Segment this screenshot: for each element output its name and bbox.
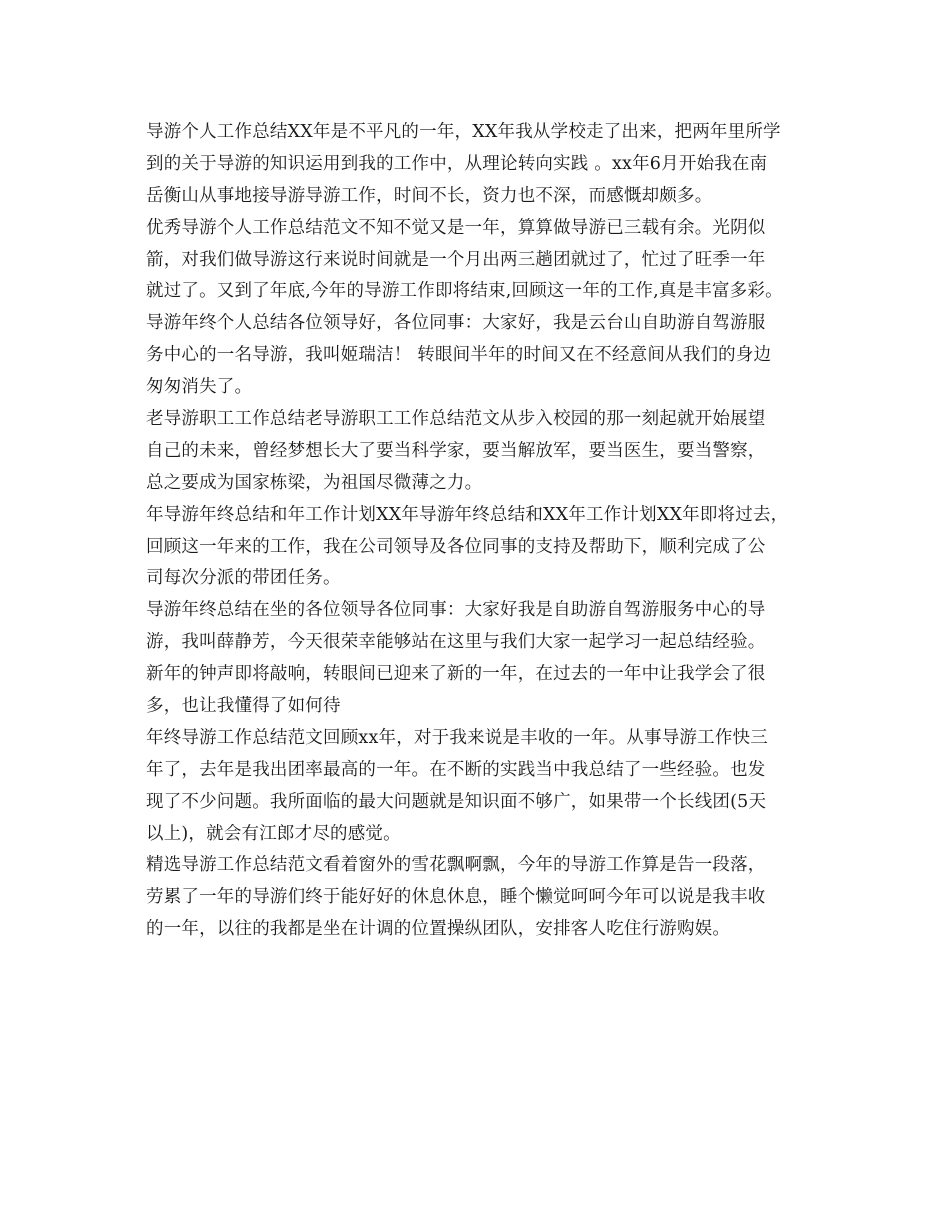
paragraph-8: [146, 850, 826, 946]
text-line: 司每次分派的带团任务。: [146, 568, 341, 589]
paragraph-2: [146, 213, 826, 309]
text-line: 箭，对我们做导游这行来说时间就是一个月出两三趟团就过了，忙过了旺季一年: [146, 249, 766, 270]
text-line: 导游年终总结在坐的各位领导各位同事：大家好我是自助游自驾游服务中心的导: [146, 600, 766, 621]
text-line: 劳累了一年的导游们终于能好好的休息休息，睡个懒觉呵呵今年可以说是我丰收: [146, 887, 766, 908]
text-line: 年终导游工作总结范文回顾xx年，对于我来说是丰收的一年。从事导游工作快三: [146, 727, 768, 748]
text-line: 岳衡山从事地接导游导游工作，时间不长，资力也不深，而感慨却颇多。: [146, 185, 713, 206]
paragraph-3: [146, 308, 826, 404]
text-line: 匆匆消失了。: [146, 377, 253, 398]
text-line: 自己的未来，曾经梦想长大了要当科学家，要当解放军，要当医生，要当警察，: [146, 440, 766, 461]
text-line: 现了不少问题。我所面临的最大问题就是知识面不够广，如果带一个长线团(5天: [146, 791, 767, 812]
text-line: 导游年终个人总结各位领导好，各位同事：大家好，我是云台山自助游自驾游服: [146, 313, 766, 334]
text-line: 老导游职工工作总结老导游职工工作总结范文从步入校园的那一刻起就开始展望: [146, 409, 766, 430]
document-body: [146, 117, 826, 946]
text-line: 到的关于导游的知识运用到我的工作中，从理论转向实践 。xx年6月开始我在南: [146, 153, 768, 174]
text-line: 导游个人工作总结XX年是不平凡的一年，XX年我从学校走了出来，把两年里所学: [146, 122, 781, 142]
text-line: 务中心的一名导游，我叫姬瑞洁！ 转眼间半年的时间又在不经意间从我们的身边: [146, 345, 772, 366]
text-line: 优秀导游个人工作总结范文不知不觉又是一年，算算做导游已三载有余。光阴似: [146, 217, 766, 238]
text-line: 多，也让我懂得了如何待: [146, 696, 341, 717]
text-line: 的一年，以往的我都是坐在计调的位置操纵团队，安排客人吃住行游购娱。: [146, 919, 731, 940]
text-line: 年了，去年是我出团率最高的一年。在不断的实践当中我总结了一些经验。也发: [146, 759, 766, 780]
text-line: 年导游年终总结和年工作计划XX年导游年终总结和XX年工作计划XX年即将过去，: [146, 504, 789, 525]
text-line: 总之要成为国家栋梁，为祖国尽微薄之力。: [146, 472, 483, 493]
paragraph-6: [146, 595, 826, 723]
paragraph-7: [146, 723, 826, 851]
text-line: 新年的钟声即将敲响，转眼间已迎来了新的一年，在过去的一年中让我学会了很: [146, 664, 766, 685]
paragraph-1: [146, 117, 826, 213]
text-line: 游，我叫薛静芳，今天很荣幸能够站在这里与我们大家一起学习一起总结经验。: [146, 632, 766, 653]
text-line: 精选导游工作总结范文看着窗外的雪花飘啊飘，今年的导游工作算是告一段落，: [146, 855, 766, 876]
paragraph-4: [146, 404, 826, 500]
text-line: 就过了。又到了年底,今年的导游工作即将结束,回顾这一年的工作,真是丰富多彩。: [146, 281, 783, 302]
text-line: 回顾这一年来的工作，我在公司领导及各位同事的支持及帮助下，顺利完成了公: [146, 536, 766, 557]
text-line: 以上)，就会有江郎才尽的感觉。: [146, 823, 401, 844]
paragraph-5: [146, 500, 826, 596]
